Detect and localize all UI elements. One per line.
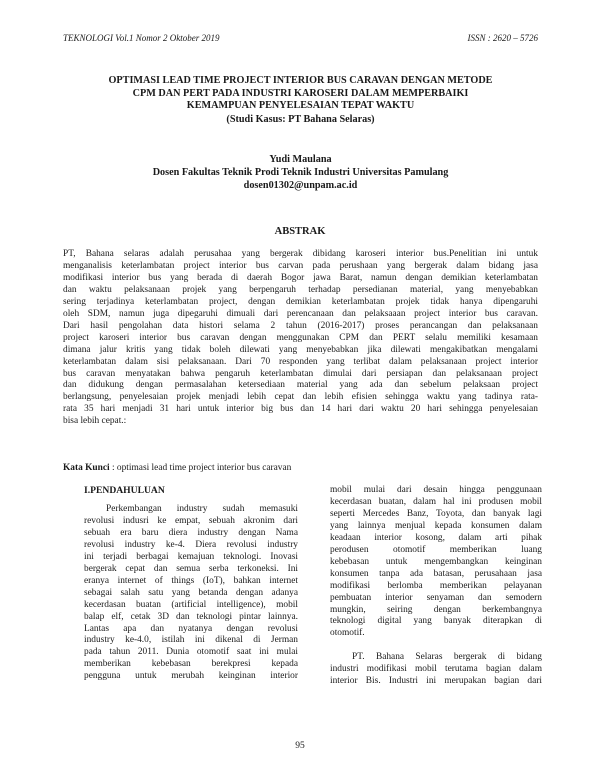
paragraph-gap [330,640,542,652]
abstract-line: bisa lebih cepat.: [63,416,127,427]
body-line: sebagai salah satu yang betanda dengan adanya [84,587,298,598]
body-line: Perkembangan industry sudah memasuki [106,504,298,514]
title-line: KEMAMPUAN PENYELESAIAN TEPAT WAKTU [186,100,415,112]
abstract-line: PT, Bahana selaras adalah perusahaa yang bergerak dibidang karoseri interior bus.Penelitian ini untuk [63,249,538,259]
body-line: industri modifikasi mobil terutama bagian dalam [330,664,542,675]
abstract-line: dimana jalur kritis yang tidak boleh dilewati yang menyebabkan jika dilewati mengakibatkan mengalami [63,344,538,355]
body-line: memberikan kebebasan berekpresi kepada [84,659,298,670]
body-line: ini terjadi berbagai kemajuan teknologi. Inovasi [84,551,298,562]
abstract-body [63,249,538,428]
body-line: perodusen otomotif memberikan luang [330,544,542,555]
body-line: balap elf, cetak 3D dan teknologi pintar lainnya. [84,611,298,622]
body-line: sebuah era baru diera industry dengan Nama [84,527,298,538]
author-block [63,154,538,192]
body-line: Lantas apa dan nyatanya dengan revolusi [84,623,298,634]
keywords [63,462,538,474]
abstract-line: project karoseri interior bus caravan dengan menggunakan CPM dan PERT selalu memiliki kesamaan [63,332,538,343]
body-line: eranya internet of things (IoT), bahkan internet [84,575,298,586]
abstract-line: rata 35 hari menjadi 31 hari untuk interior big bus dan 14 hari dari waktu 20 hari sehingga penyelesaian [63,404,538,415]
abstract-line: Dari hasil pengolahan data histori selama 2 tahun (2016-2017) proses perancangan dan pelaksanaan [63,320,538,331]
section-heading: I.PENDAHULUAN [84,485,165,496]
body-line: otomotif. [330,628,365,639]
body-line: interior Bis. Industri ini merupakan bagian dari [330,676,542,687]
abstract-line: dan didukung dengan permasalahan ketersediaan material yang ada dan sebelum pelaksaan project [63,380,538,391]
abstract-line: modifikasi interior bus yang berada di daerah Bogor jawa Barat, namun dengan demikian keterlambatan [63,272,538,283]
body-line: mungkin, seiring dengan berkembangnya [330,604,542,615]
author-affiliation: Dosen Fakultas Teknik Prodi Teknik Industri Universitas Pamulang [152,166,449,178]
body-line: bergerak cepat dan semua serba terkoneksi. Ini [84,563,298,574]
page-number: 95 [295,741,305,751]
body-line: industry ke-4.0, istilah ini dikenal di Jerman [84,635,298,646]
abstract-line: dan waktu pelaksanaan projek yang berpengaruh terhadap persedianan material, yang menyebabkan [63,284,538,295]
body-line: keadaan interior kosong, dalam arti pihak [330,532,542,543]
body-line: PT. Bahana Selaras bergerak di bidang [352,652,542,663]
journal-info: TEKNOLOGI Vol.1 Nomor 2 Oktober 2019 [63,33,220,43]
title-line: CPM DAN PERT PADA INDUSTRI KAROSERI DALAM MEMPERBAIKI [132,87,469,99]
body-line: revolusi indusri ke empat, sebuah akronim dari [84,515,298,526]
abstract-line: sering terjadinya keterlambatan project, dengan demikian keterlambatan projek tidak hanya dipengaruhi [63,296,538,307]
author-email: dosen01302@unpam.ac.id [243,179,358,191]
keywords-text: : optimasi lead time project interior bus caravan [109,463,292,473]
body-line: pada tahun 2011. Dunia otomotif saat ini mulai [84,647,298,658]
body-line: yang lainnya menjual kepada konsumen dalam [330,520,542,531]
right-column [330,485,542,688]
body-line: teknologi digital yang banyak diterapkan di [330,616,542,627]
abstract-heading: ABSTRAK [274,226,326,237]
body-line: modifikasi berlomba memberikan pelayanan [330,580,542,591]
paper-subtitle: (Studi Kasus: PT Bahana Selaras) [226,113,375,125]
body-line: revolusi industry ke-4. Diera revolusi industry [84,539,298,550]
keywords-label: Kata Kunci [63,463,110,473]
issn: ISSN : 2620 – 5726 [467,33,538,43]
abstract-line: oleh SDM, namun juga dipegaruhi dimuali dari perencanaan dan pelaksaaan project interior bus caravan. [63,308,538,319]
abstract-line: bus caravan menyatakan bahwa pengaruh keterlambatan dimulai dari persiapan dan pelaksanaan project [63,368,538,379]
body-line: kecerdasan buatan (artificial intelligence), mobil [84,599,298,610]
body-line: kebebasan untuk mengembangkan keinginan [330,556,542,567]
paper-title [63,75,538,126]
body-line: pengguna untuk merubah keinginan interior [84,671,298,682]
body-line: konsumen tanpa ada batasan, perusahaan jasa [330,568,542,579]
body-line: seperti Mercedes Banz, Toyota, dan banyak lagi [330,508,542,519]
body-line: pembuatan interior senyaman dan semodern [330,592,542,603]
title-line: OPTIMASI LEAD TIME PROJECT INTERIOR BUS CARAVAN DENGAN METODE [108,75,493,86]
body-line: mobil mulai dari desain hingga penggunaan [330,485,542,495]
body-line: kecerdasan buatan, dalam hal ini produsen mobil [330,496,542,507]
running-header [63,33,538,45]
abstract-line: keterlambatan dalam sisi pelaksanaan. Dari 70 responden yang terlibat dalam pelaksanaan project interior [63,356,538,367]
abstract-line: berlangsung, penyelesaian projek menjadi lebih cepat dan lebih efisien sehingga waktu yang tadinya rata- [63,392,538,403]
abstract-line: menganalisis keterlambatan project interior bus carvan pada perushaan yang bergerak dalam bidang jasa [63,260,538,271]
author-name: Yudi Maulana [269,154,332,165]
left-column [84,485,298,683]
